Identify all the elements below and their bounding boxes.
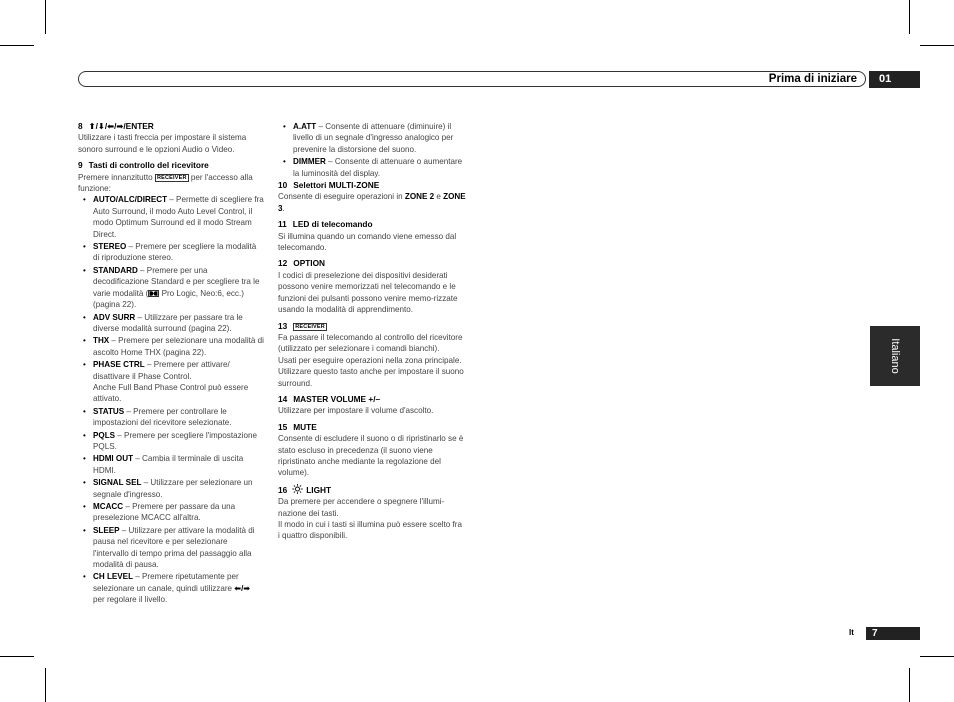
language-label: Italiano xyxy=(889,338,901,374)
section-title: 16 LIGHT xyxy=(278,484,332,495)
section-16 xyxy=(278,484,466,542)
list-item: • THX – Premere per selezionare una modalità di ascolto Home THX (pagina 22). xyxy=(78,335,264,358)
list-item: • HDMI OUT – Cambia il terminale di uscita HDMI. xyxy=(78,453,264,476)
language-code: It xyxy=(849,628,854,637)
list-item: • AUTO/ALC/DIRECT – Permette di scegliere fra Auto Surround, il modo Auto Level Control, il modo Optimum Surround ed il modo Stream Direct. xyxy=(78,194,264,240)
crop-mark xyxy=(920,45,954,46)
list-item: • SLEEP – Utilizzare per attivare la modalità di pausa nel ricevitore e per selezionare l'intervallo di tempo prima del passaggio alla modalità di pausa. xyxy=(78,525,264,571)
crop-mark xyxy=(920,656,954,657)
list-item: • PHASE CTRL – Premere per attivare/ disattivare il Phase Control. Anche Full Band Phase Control può essere attivato. xyxy=(78,359,264,405)
section-14 xyxy=(278,394,466,417)
section-text: Utilizzare i tasti freccia per impostare il sistema sonoro surround e le opzioni Audio o Video. xyxy=(78,133,247,154)
section-title: 13 RECEIVER xyxy=(278,320,325,331)
page-title: Prima di iniziare xyxy=(768,73,857,85)
section-text: Consente di eseguire operazioni in ZONE 2 e ZONE 3. xyxy=(278,192,466,213)
section-text: Da premere per accendere o spegnere l'illumi-nazione dei tasti. xyxy=(278,497,445,518)
right-column xyxy=(278,121,466,547)
section-12 xyxy=(278,258,466,315)
crop-mark xyxy=(45,0,46,34)
list-item: • MCACC – Premere per passare da una preselezione MCACC all'altra. xyxy=(78,501,264,524)
section-title: 9 Tasti di controllo del ricevitore xyxy=(78,160,209,171)
section-15 xyxy=(278,422,466,479)
list-item: • STEREO – Premere per scegliere la modalità di riproduzione stereo. xyxy=(78,241,264,264)
arrow-keys-icon: ⬆/⬇/⬅/➡ xyxy=(88,121,124,131)
section-text: Fa passare il telecomando al controllo del ricevitore (utilizzato per selezionare i comandi bianchi). xyxy=(278,332,463,354)
language-tab xyxy=(870,326,920,386)
section-title: 11 LED di telecomando xyxy=(278,219,373,230)
section-text: Il modo in cui i tasti si illumina può essere scelto fra i quattro disponibili. xyxy=(278,520,462,541)
list-item: • STATUS – Premere per controllare le impostazioni del ricevitore selezionate. xyxy=(78,406,264,429)
section-title: 12 OPTION xyxy=(278,258,326,269)
list-item: • DIMMER – Consente di attenuare o aumentare la luminosità del display. xyxy=(278,156,466,179)
section-9 xyxy=(78,160,264,605)
chapter-number: 01 xyxy=(869,71,920,88)
section-8 xyxy=(78,121,264,155)
crop-mark xyxy=(45,668,46,702)
arrow-left-right-icon: ⬅/➡ xyxy=(234,583,251,593)
section-10 xyxy=(278,180,466,214)
list-item: • PQLS – Premere per scegliere l'impostazione PQLS. xyxy=(78,430,264,453)
list-item: • SIGNAL SEL – Utilizzare per selezionare un segnale d'ingresso. xyxy=(78,477,264,500)
section-text: Premere innanzitutto RECEIVER per l'accesso alla funzione: xyxy=(78,172,253,194)
crop-mark xyxy=(909,0,910,34)
button-list xyxy=(78,194,264,605)
section-text: Utilizzare questo tasto anche per impostare il suono surround. xyxy=(278,367,464,388)
list-item: • ADV SURR – Utilizzare per passare tra le diverse modalità surround (pagina 22). xyxy=(78,312,264,335)
crop-mark xyxy=(0,45,34,46)
section-title: 8 ⬆/⬇/⬅/➡/ENTER xyxy=(78,121,154,131)
button-list xyxy=(278,121,466,179)
receiver-button-icon: RECEIVER xyxy=(295,323,325,330)
section-13 xyxy=(278,321,466,389)
crop-mark xyxy=(909,668,910,702)
left-column xyxy=(78,121,264,611)
section-text: Utilizzare per impostare il volume d'ascolto. xyxy=(278,406,434,416)
list-item: • STANDARD – Premere per una decodificazione Standard e per scegliere tra le varie modalità ( Pro Logic, Neo:6, ecc.) (pagina 22). xyxy=(78,265,264,311)
page-number: 7 xyxy=(866,627,920,640)
dolby-double-d-icon xyxy=(148,290,159,297)
sun-icon xyxy=(292,484,303,494)
list-item: • A.ATT – Consente di attenuare (diminuire) il livello di un segnale d'ingresso analogico per prevenire la distorsione del suono. xyxy=(278,121,466,155)
section-text: I codici di preselezione dei dispositivi desiderati possono venire memorizzati nel telecomando e le funzioni dei pulsanti possono venire memo-rizzate usando la modalità di apprendimento. xyxy=(278,270,458,315)
section-text: Si illumina quando un comando viene emesso dal telecomando. xyxy=(278,231,457,253)
crop-mark xyxy=(0,656,34,657)
section-text: Consente di escludere il suono o di ripristinarlo se è stato escluso in precedenza (il suono viene ripristinato anche mediante la regolazione del volume). xyxy=(278,434,464,478)
section-text: Usati per eseguire operazioni nella zona principale. xyxy=(278,355,462,365)
section-title: 14 MASTER VOLUME +/– xyxy=(278,393,381,404)
section-title: 15 MUTE xyxy=(278,421,317,432)
section-title: 10 Selettori MULTI-ZONE xyxy=(278,180,380,191)
section-11 xyxy=(278,219,466,253)
receiver-button-icon: RECEIVER xyxy=(156,174,187,181)
list-item: • CH LEVEL – Premere ripetutamente per selezionare un canale, quindi utilizzare ⬅/➡ per regolare il livello. xyxy=(78,571,264,605)
